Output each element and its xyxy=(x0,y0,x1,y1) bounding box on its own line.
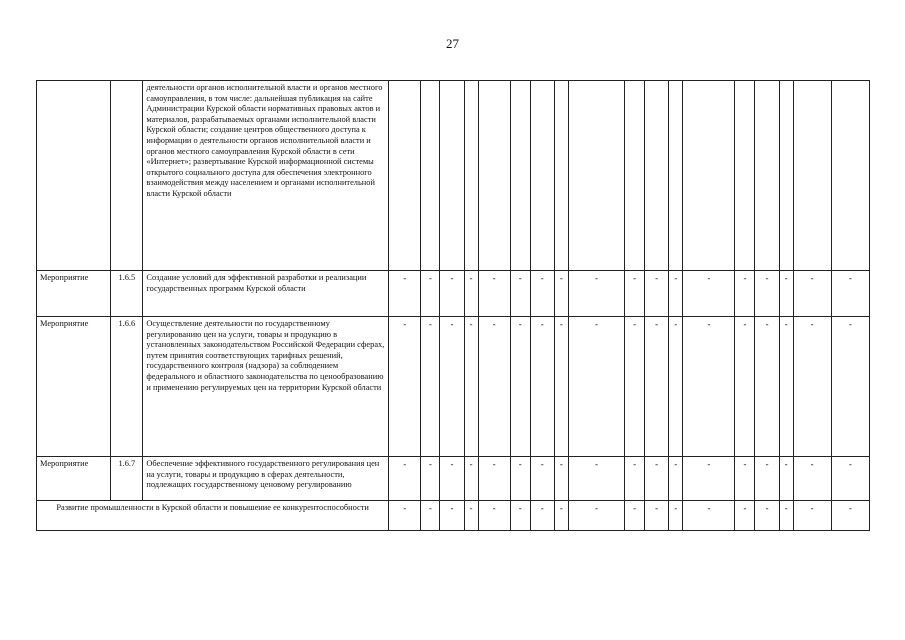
value-cell: - xyxy=(478,457,510,501)
value-cell: - xyxy=(779,501,793,531)
value-cell: - xyxy=(645,457,669,501)
value-cell xyxy=(735,81,755,271)
value-cell: - xyxy=(779,271,793,317)
value-cell: - xyxy=(568,457,624,501)
value-cell: - xyxy=(793,457,831,501)
total-row xyxy=(37,501,870,531)
value-cell: - xyxy=(683,457,735,501)
value-cell: - xyxy=(735,501,755,531)
value-cell: - xyxy=(554,457,568,501)
row-code xyxy=(111,81,143,271)
value-cell: - xyxy=(554,317,568,457)
value-cell xyxy=(421,81,440,271)
value-cell: - xyxy=(440,457,464,501)
value-cell: - xyxy=(735,457,755,501)
value-cell: - xyxy=(568,271,624,317)
value-cell xyxy=(625,81,645,271)
value-cell: - xyxy=(669,501,683,531)
value-cell: - xyxy=(831,271,869,317)
value-cell: - xyxy=(510,501,530,531)
value-cell: - xyxy=(530,501,554,531)
value-cell: - xyxy=(568,501,624,531)
value-cell: - xyxy=(389,501,421,531)
value-cell: - xyxy=(510,317,530,457)
value-cell xyxy=(530,81,554,271)
value-cell: - xyxy=(478,271,510,317)
row-code: 1.6.6 xyxy=(111,317,143,457)
value-cell: - xyxy=(421,501,440,531)
value-cell: - xyxy=(831,501,869,531)
value-cell: - xyxy=(389,457,421,501)
value-cell xyxy=(793,81,831,271)
value-cell: - xyxy=(464,501,478,531)
row-type: Мероприятие xyxy=(37,317,111,457)
value-cell: - xyxy=(793,271,831,317)
value-cell: - xyxy=(464,271,478,317)
value-cell: - xyxy=(478,501,510,531)
value-cell xyxy=(554,81,568,271)
value-cell: - xyxy=(530,457,554,501)
value-cell: - xyxy=(645,317,669,457)
row-description: Создание условий для эффективной разработки и реализации государственных программ Курской области xyxy=(143,271,389,317)
table-row xyxy=(37,317,870,457)
value-cell xyxy=(669,81,683,271)
value-cell: - xyxy=(478,317,510,457)
value-cell: - xyxy=(625,271,645,317)
row-description: деятельности органов исполнительной власти и органов местного самоуправления, в том числе: дальнейшая публикация на сайте Администрации Курской области нормативных правовых актов и материалов, разрабатываемых органами исполнительной власти Курской области; создание центров общественного доступа к информации о деятельности органов исполнительной власти и органов местного самоуправления Курской области в сети «Интернет»; развертывание Курской информационной системы открытого социального доступа для обеспечения электронного взаимодействия между населением и органами исполнительной власти Курской области xyxy=(143,81,389,271)
value-cell: - xyxy=(625,317,645,457)
value-cell xyxy=(464,81,478,271)
value-cell xyxy=(478,81,510,271)
value-cell xyxy=(510,81,530,271)
value-cell: - xyxy=(831,457,869,501)
table-row xyxy=(37,81,870,271)
value-cell: - xyxy=(645,501,669,531)
value-cell xyxy=(755,81,779,271)
value-cell: - xyxy=(530,317,554,457)
value-cell: - xyxy=(554,501,568,531)
value-cell xyxy=(568,81,624,271)
value-cell xyxy=(440,81,464,271)
total-row-label: Развитие промышленности в Курской области и повышение ее конкурентоспособности xyxy=(37,501,389,531)
value-cell: - xyxy=(779,457,793,501)
value-cell: - xyxy=(683,501,735,531)
value-cell xyxy=(389,81,421,271)
value-cell: - xyxy=(625,501,645,531)
value-cell xyxy=(645,81,669,271)
value-cell: - xyxy=(645,271,669,317)
value-cell: - xyxy=(389,271,421,317)
value-cell: - xyxy=(421,271,440,317)
value-cell: - xyxy=(464,457,478,501)
row-code: 1.6.5 xyxy=(111,271,143,317)
page-number: 27 xyxy=(446,36,459,51)
value-cell: - xyxy=(735,317,755,457)
row-type xyxy=(37,81,111,271)
value-cell: - xyxy=(735,271,755,317)
value-cell: - xyxy=(510,271,530,317)
row-code: 1.6.7 xyxy=(111,457,143,501)
value-cell: - xyxy=(831,317,869,457)
value-cell: - xyxy=(755,457,779,501)
value-cell: - xyxy=(510,457,530,501)
value-cell: - xyxy=(625,457,645,501)
value-cell xyxy=(831,81,869,271)
value-cell: - xyxy=(793,501,831,531)
value-cell: - xyxy=(464,317,478,457)
value-cell: - xyxy=(440,317,464,457)
value-cell: - xyxy=(421,317,440,457)
value-cell: - xyxy=(669,457,683,501)
row-description: Обеспечение эффективного государственного регулирования цен на услуги, товары и продукцию в сферах деятельности, подлежащих государственному ценовому регулированию xyxy=(143,457,389,501)
value-cell: - xyxy=(683,271,735,317)
value-cell: - xyxy=(530,271,554,317)
value-cell: - xyxy=(779,317,793,457)
value-cell: - xyxy=(793,317,831,457)
value-cell: - xyxy=(683,317,735,457)
value-cell: - xyxy=(755,271,779,317)
value-cell: - xyxy=(554,271,568,317)
value-cell: - xyxy=(389,317,421,457)
value-cell: - xyxy=(421,457,440,501)
value-cell: - xyxy=(755,501,779,531)
value-cell: - xyxy=(440,271,464,317)
value-cell: - xyxy=(440,501,464,531)
value-cell xyxy=(683,81,735,271)
program-table xyxy=(36,80,870,531)
value-cell: - xyxy=(755,317,779,457)
row-description: Осуществление деятельности по государственному регулированию цен на услуги, товары и продукцию в установленных законодательством Российской Федерации сферах, путем принятия соответствующих тарифных решений, государственного контроля (надзора) за соблюдением федерального и областного законодательства по ценообразованию и применению регулируемых цен на территории Курской области xyxy=(143,317,389,457)
row-type: Мероприятие xyxy=(37,457,111,501)
row-type: Мероприятие xyxy=(37,271,111,317)
table-row xyxy=(37,271,870,317)
value-cell xyxy=(779,81,793,271)
value-cell: - xyxy=(568,317,624,457)
table-row xyxy=(37,457,870,501)
value-cell: - xyxy=(669,271,683,317)
value-cell: - xyxy=(669,317,683,457)
